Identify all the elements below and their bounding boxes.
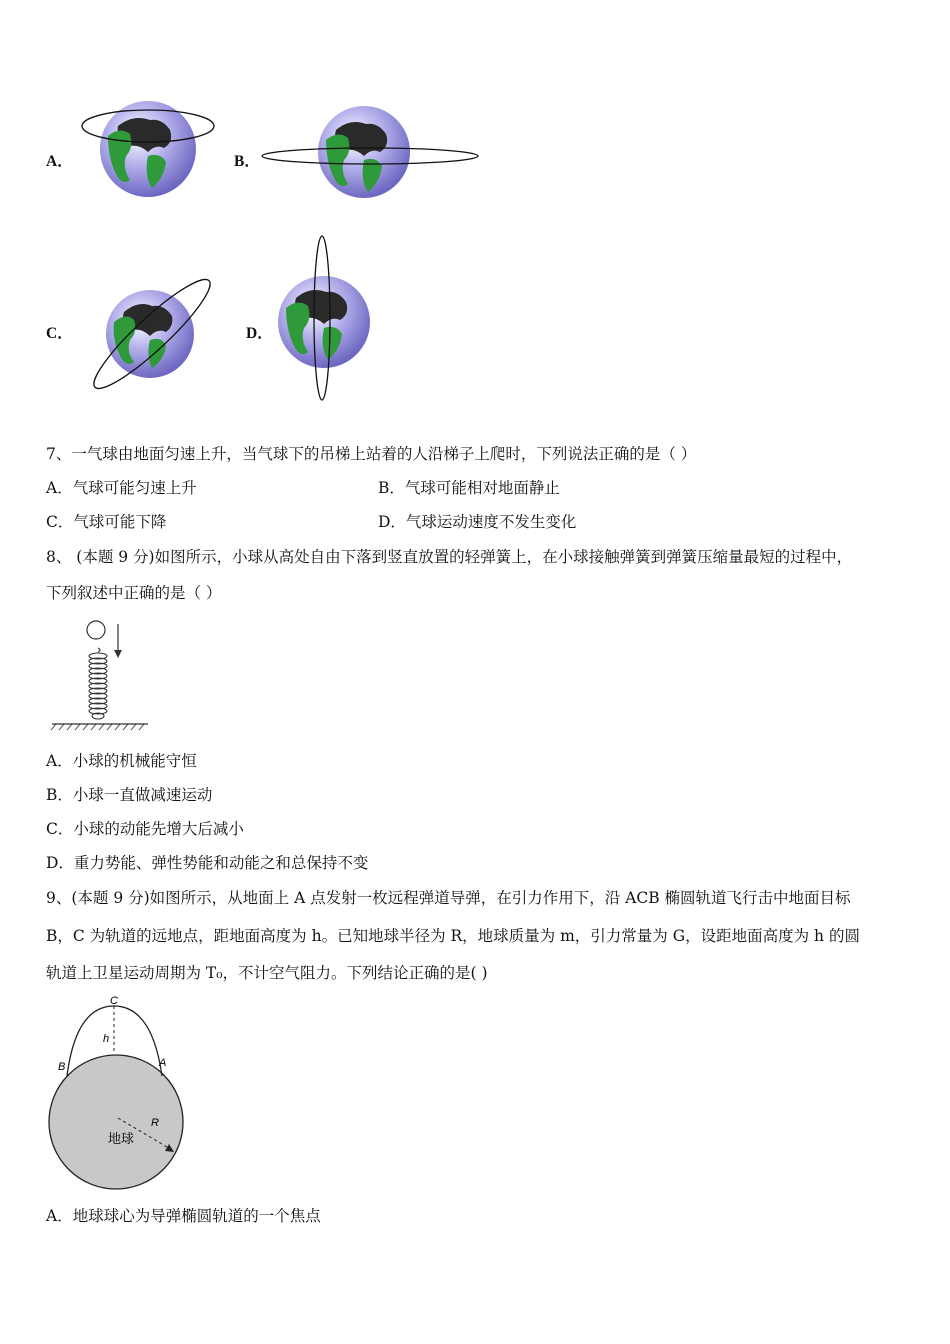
label-r: R [151,1117,159,1129]
q8-option-d: D．重力势能、弹性势能和动能之和总保持不变 [46,854,369,872]
q9-stem-line1: 9、(本题 9 分)如图所示，从地面上 A 点发射一枚远程弹道导弹，在引力作用下，沿 ACB 椭圆轨道飞行击中地面目标 [46,889,851,907]
arrow-down-icon [114,650,122,658]
label-b: B [58,1061,66,1073]
q8-option-b: B．小球一直做减速运动 [46,786,213,804]
label-c: C [110,995,118,1007]
q6-option-c-label: C． [46,325,73,342]
q8-stem-line2: 下列叙述中正确的是（ ） [46,584,222,602]
q7-option-c: C．气球可能下降 [46,513,167,531]
q9-orbit-figure [40,990,200,1200]
q6-globe-a-figure [78,96,218,202]
label-h: h [103,1033,110,1045]
q6-globe-d-figure [274,234,374,402]
q6-option-b-label: B． [234,153,260,170]
q8-spring-figure [48,614,158,734]
label-a: A [159,1057,167,1069]
q8-stem-line1: 8、 (本题 9 分)如图所示，小球从高处自由下落到竖直放置的轻弹簧上，在小球接触弹簧到弹簧压缩量最短的过程中， [46,548,853,566]
ball-icon [87,621,105,639]
q6-globe-c-figure [80,268,224,402]
q7-option-b: B．气球可能相对地面静止 [378,479,560,497]
q7-option-a: A．气球可能匀速上升 [46,479,197,497]
q6-globe-b-figure [258,104,482,204]
q8-option-c: C．小球的动能先增大后减小 [46,820,244,838]
q9-stem-line2: B，C 为轨道的远地点，距地面高度为 h。已知地球半径为 R，地球质量为 m，引力常量为 G，设距地面高度为 h 的圆 [46,927,860,945]
label-earth: 地球 [108,1132,135,1147]
q8-option-a: A．小球的机械能守恒 [46,752,197,770]
spring-icon [89,648,107,719]
earth-circle [49,1055,183,1189]
q6-option-a-label: A． [46,153,73,170]
q9-stem-line3: 轨道上卫星运动周期为 T₀，不计空气阻力。下列结论正确的是( ) [46,964,488,982]
q7-option-d: D．气球运动速度不发生变化 [378,513,577,531]
q9-option-a: A．地球球心为导弹椭圆轨道的一个焦点 [46,1207,321,1225]
q6-option-d-label: D． [246,325,273,342]
q7-stem: 7、一气球由地面匀速上升，当气球下的吊梯上站着的人沿梯子上爬时，下列说法正确的是（ ） [46,445,697,463]
